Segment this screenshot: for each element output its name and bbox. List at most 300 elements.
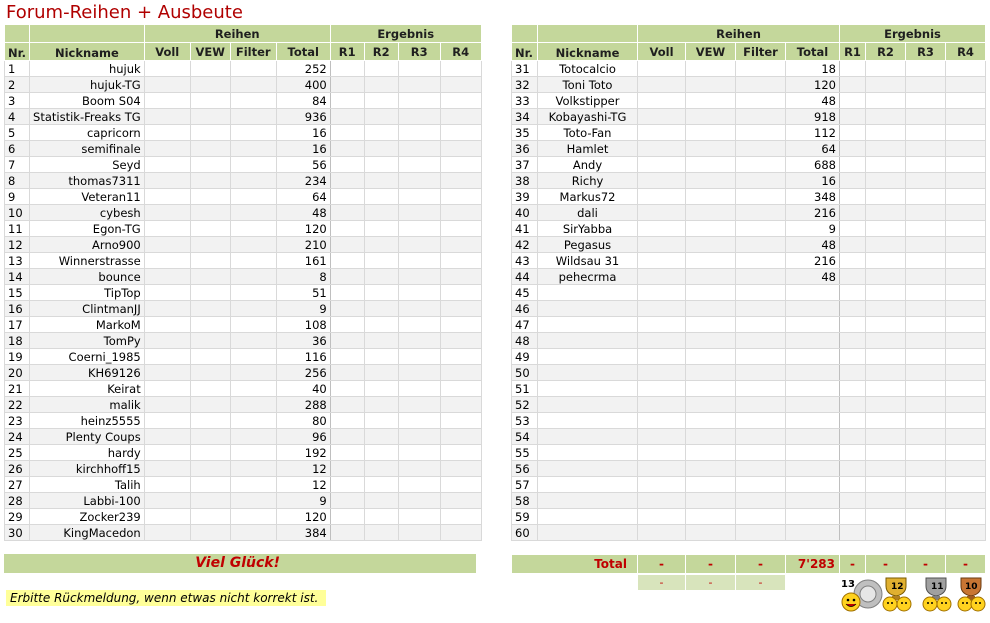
- cell-voll[interactable]: [144, 365, 190, 381]
- cell-filter[interactable]: [736, 429, 786, 445]
- cell-r3[interactable]: [398, 493, 440, 509]
- cell-r4[interactable]: [440, 285, 481, 301]
- cell-vew[interactable]: [686, 525, 736, 541]
- cell-total[interactable]: 688: [786, 157, 840, 173]
- cell-nickname[interactable]: KH69126: [30, 365, 145, 381]
- cell-r3[interactable]: [906, 173, 946, 189]
- cell-filter[interactable]: [230, 445, 276, 461]
- cell-total[interactable]: 216: [786, 205, 840, 221]
- cell-nr[interactable]: 24: [5, 429, 30, 445]
- cell-vew[interactable]: [190, 445, 230, 461]
- cell-r2[interactable]: [866, 93, 906, 109]
- cell-nr[interactable]: 31: [512, 61, 538, 77]
- cell-r4[interactable]: [440, 429, 481, 445]
- cell-vew[interactable]: [686, 141, 736, 157]
- cell-r4[interactable]: [440, 381, 481, 397]
- cell-r1[interactable]: [330, 189, 364, 205]
- cell-nr[interactable]: 21: [5, 381, 30, 397]
- cell-filter[interactable]: [230, 285, 276, 301]
- cell-r2[interactable]: [866, 349, 906, 365]
- cell-nickname[interactable]: capricorn: [30, 125, 145, 141]
- cell-nr[interactable]: 53: [512, 413, 538, 429]
- cell-r4[interactable]: [946, 429, 986, 445]
- cell-nickname[interactable]: Talih: [30, 477, 145, 493]
- cell-r3[interactable]: [398, 109, 440, 125]
- cell-voll[interactable]: [144, 429, 190, 445]
- cell-r3[interactable]: [398, 301, 440, 317]
- cell-r3[interactable]: [906, 381, 946, 397]
- cell-voll[interactable]: [144, 525, 190, 541]
- cell-nr[interactable]: 29: [5, 509, 30, 525]
- cell-r4[interactable]: [946, 141, 986, 157]
- cell-r4[interactable]: [440, 93, 481, 109]
- cell-total[interactable]: 918: [786, 109, 840, 125]
- cell-total[interactable]: 256: [276, 365, 330, 381]
- cell-nr[interactable]: 45: [512, 285, 538, 301]
- cell-voll[interactable]: [638, 429, 686, 445]
- cell-nr[interactable]: 19: [5, 349, 30, 365]
- cell-r1[interactable]: [330, 157, 364, 173]
- cell-r1[interactable]: [330, 125, 364, 141]
- cell-total[interactable]: 120: [276, 509, 330, 525]
- cell-vew[interactable]: [190, 157, 230, 173]
- cell-nr[interactable]: 6: [5, 141, 30, 157]
- cell-r1[interactable]: [330, 205, 364, 221]
- cell-r3[interactable]: [906, 413, 946, 429]
- cell-r3[interactable]: [906, 221, 946, 237]
- cell-vew[interactable]: [686, 125, 736, 141]
- cell-nickname[interactable]: [538, 397, 638, 413]
- cell-vew[interactable]: [190, 525, 230, 541]
- cell-nr[interactable]: 28: [5, 493, 30, 509]
- cell-filter[interactable]: [230, 173, 276, 189]
- cell-r4[interactable]: [946, 509, 986, 525]
- cell-nr[interactable]: 43: [512, 253, 538, 269]
- cell-nr[interactable]: 1: [5, 61, 30, 77]
- cell-nr[interactable]: 38: [512, 173, 538, 189]
- cell-total[interactable]: 48: [786, 237, 840, 253]
- cell-r4[interactable]: [946, 525, 986, 541]
- cell-filter[interactable]: [736, 189, 786, 205]
- cell-vew[interactable]: [190, 349, 230, 365]
- cell-nickname[interactable]: [538, 365, 638, 381]
- cell-nickname[interactable]: KingMacedon: [30, 525, 145, 541]
- cell-r1[interactable]: [840, 285, 866, 301]
- cell-vew[interactable]: [190, 61, 230, 77]
- cell-voll[interactable]: [144, 253, 190, 269]
- cell-filter[interactable]: [736, 253, 786, 269]
- cell-nr[interactable]: 49: [512, 349, 538, 365]
- cell-r2[interactable]: [364, 461, 398, 477]
- cell-r4[interactable]: [440, 125, 481, 141]
- cell-vew[interactable]: [686, 445, 736, 461]
- cell-r2[interactable]: [866, 413, 906, 429]
- cell-vew[interactable]: [190, 509, 230, 525]
- cell-nr[interactable]: 35: [512, 125, 538, 141]
- cell-r4[interactable]: [440, 493, 481, 509]
- cell-r3[interactable]: [906, 61, 946, 77]
- cell-r2[interactable]: [364, 173, 398, 189]
- cell-filter[interactable]: [736, 77, 786, 93]
- cell-voll[interactable]: [144, 237, 190, 253]
- cell-r3[interactable]: [906, 477, 946, 493]
- cell-nickname[interactable]: [538, 413, 638, 429]
- cell-total[interactable]: 48: [786, 93, 840, 109]
- cell-nickname[interactable]: [538, 525, 638, 541]
- cell-r1[interactable]: [330, 301, 364, 317]
- cell-vew[interactable]: [686, 413, 736, 429]
- cell-nr[interactable]: 8: [5, 173, 30, 189]
- cell-nickname[interactable]: [538, 445, 638, 461]
- cell-voll[interactable]: [638, 269, 686, 285]
- cell-nickname[interactable]: [538, 333, 638, 349]
- cell-r3[interactable]: [906, 93, 946, 109]
- cell-total[interactable]: 96: [276, 429, 330, 445]
- cell-r2[interactable]: [364, 349, 398, 365]
- cell-r3[interactable]: [906, 317, 946, 333]
- cell-nr[interactable]: 5: [5, 125, 30, 141]
- cell-vew[interactable]: [686, 77, 736, 93]
- cell-r3[interactable]: [398, 173, 440, 189]
- cell-vew[interactable]: [686, 461, 736, 477]
- cell-filter[interactable]: [230, 77, 276, 93]
- cell-r1[interactable]: [330, 141, 364, 157]
- cell-r1[interactable]: [330, 493, 364, 509]
- cell-total[interactable]: 120: [786, 77, 840, 93]
- cell-total[interactable]: 216: [786, 253, 840, 269]
- cell-r3[interactable]: [398, 477, 440, 493]
- cell-r4[interactable]: [946, 301, 986, 317]
- cell-filter[interactable]: [736, 221, 786, 237]
- cell-r2[interactable]: [866, 397, 906, 413]
- cell-total[interactable]: 234: [276, 173, 330, 189]
- cell-r2[interactable]: [866, 269, 906, 285]
- cell-voll[interactable]: [638, 253, 686, 269]
- cell-voll[interactable]: [638, 173, 686, 189]
- cell-filter[interactable]: [230, 157, 276, 173]
- cell-nr[interactable]: 18: [5, 333, 30, 349]
- cell-voll[interactable]: [144, 141, 190, 157]
- cell-r2[interactable]: [364, 237, 398, 253]
- cell-r4[interactable]: [440, 253, 481, 269]
- cell-r4[interactable]: [440, 525, 481, 541]
- cell-vew[interactable]: [686, 509, 736, 525]
- cell-nickname[interactable]: Winnerstrasse: [30, 253, 145, 269]
- cell-nickname[interactable]: Seyd: [30, 157, 145, 173]
- cell-filter[interactable]: [230, 429, 276, 445]
- cell-r3[interactable]: [398, 525, 440, 541]
- cell-voll[interactable]: [144, 77, 190, 93]
- cell-nr[interactable]: 52: [512, 397, 538, 413]
- cell-vew[interactable]: [686, 173, 736, 189]
- cell-filter[interactable]: [736, 365, 786, 381]
- cell-r2[interactable]: [866, 301, 906, 317]
- cell-vew[interactable]: [190, 173, 230, 189]
- cell-nickname[interactable]: cybesh: [30, 205, 145, 221]
- cell-r3[interactable]: [906, 125, 946, 141]
- cell-total[interactable]: 161: [276, 253, 330, 269]
- cell-r1[interactable]: [840, 413, 866, 429]
- cell-r2[interactable]: [364, 253, 398, 269]
- cell-r3[interactable]: [398, 413, 440, 429]
- cell-r4[interactable]: [946, 221, 986, 237]
- cell-filter[interactable]: [736, 477, 786, 493]
- cell-r3[interactable]: [906, 237, 946, 253]
- cell-r4[interactable]: [946, 333, 986, 349]
- cell-voll[interactable]: [144, 157, 190, 173]
- cell-r2[interactable]: [364, 477, 398, 493]
- cell-filter[interactable]: [736, 301, 786, 317]
- cell-r4[interactable]: [440, 61, 481, 77]
- cell-r4[interactable]: [946, 381, 986, 397]
- cell-nickname[interactable]: Andy: [538, 157, 638, 173]
- cell-r3[interactable]: [398, 157, 440, 173]
- cell-voll[interactable]: [638, 189, 686, 205]
- cell-r3[interactable]: [398, 77, 440, 93]
- cell-nickname[interactable]: Keirat: [30, 381, 145, 397]
- cell-r1[interactable]: [840, 349, 866, 365]
- cell-total[interactable]: 51: [276, 285, 330, 301]
- cell-nickname[interactable]: Pegasus: [538, 237, 638, 253]
- cell-r1[interactable]: [840, 109, 866, 125]
- cell-r4[interactable]: [440, 189, 481, 205]
- cell-nr[interactable]: 58: [512, 493, 538, 509]
- cell-r4[interactable]: [440, 221, 481, 237]
- cell-voll[interactable]: [638, 477, 686, 493]
- cell-filter[interactable]: [736, 445, 786, 461]
- cell-total[interactable]: [786, 317, 840, 333]
- cell-r3[interactable]: [398, 93, 440, 109]
- cell-filter[interactable]: [736, 461, 786, 477]
- cell-nickname[interactable]: Markus72: [538, 189, 638, 205]
- cell-total[interactable]: [786, 397, 840, 413]
- cell-filter[interactable]: [736, 109, 786, 125]
- cell-nr[interactable]: 22: [5, 397, 30, 413]
- cell-voll[interactable]: [144, 445, 190, 461]
- cell-nr[interactable]: 55: [512, 445, 538, 461]
- cell-vew[interactable]: [686, 429, 736, 445]
- cell-total[interactable]: 108: [276, 317, 330, 333]
- cell-r4[interactable]: [440, 477, 481, 493]
- cell-total[interactable]: 16: [786, 173, 840, 189]
- cell-voll[interactable]: [638, 317, 686, 333]
- cell-nickname[interactable]: Toni Toto: [538, 77, 638, 93]
- cell-r3[interactable]: [398, 317, 440, 333]
- cell-vew[interactable]: [686, 493, 736, 509]
- cell-total[interactable]: 348: [786, 189, 840, 205]
- cell-total[interactable]: [786, 477, 840, 493]
- cell-vew[interactable]: [190, 141, 230, 157]
- cell-r4[interactable]: [440, 333, 481, 349]
- cell-voll[interactable]: [144, 173, 190, 189]
- cell-nickname[interactable]: [538, 349, 638, 365]
- cell-filter[interactable]: [230, 141, 276, 157]
- cell-r2[interactable]: [866, 237, 906, 253]
- cell-r4[interactable]: [440, 157, 481, 173]
- cell-voll[interactable]: [638, 109, 686, 125]
- cell-r1[interactable]: [330, 61, 364, 77]
- cell-filter[interactable]: [736, 125, 786, 141]
- cell-nickname[interactable]: [538, 477, 638, 493]
- cell-r1[interactable]: [330, 445, 364, 461]
- cell-r2[interactable]: [364, 301, 398, 317]
- cell-total[interactable]: 9: [786, 221, 840, 237]
- cell-filter[interactable]: [230, 221, 276, 237]
- cell-vew[interactable]: [686, 253, 736, 269]
- cell-filter[interactable]: [230, 189, 276, 205]
- cell-nickname[interactable]: Zocker239: [30, 509, 145, 525]
- cell-vew[interactable]: [686, 333, 736, 349]
- cell-voll[interactable]: [144, 285, 190, 301]
- cell-filter[interactable]: [736, 349, 786, 365]
- cell-vew[interactable]: [190, 77, 230, 93]
- cell-r4[interactable]: [440, 317, 481, 333]
- cell-r4[interactable]: [946, 189, 986, 205]
- cell-filter[interactable]: [230, 333, 276, 349]
- cell-voll[interactable]: [638, 365, 686, 381]
- cell-r2[interactable]: [866, 381, 906, 397]
- cell-filter[interactable]: [230, 381, 276, 397]
- cell-voll[interactable]: [638, 493, 686, 509]
- cell-r1[interactable]: [330, 365, 364, 381]
- cell-r2[interactable]: [364, 157, 398, 173]
- cell-r2[interactable]: [866, 205, 906, 221]
- cell-voll[interactable]: [638, 413, 686, 429]
- cell-vew[interactable]: [190, 397, 230, 413]
- cell-filter[interactable]: [736, 141, 786, 157]
- cell-nickname[interactable]: thomas7311: [30, 173, 145, 189]
- cell-r2[interactable]: [364, 413, 398, 429]
- cell-vew[interactable]: [190, 93, 230, 109]
- cell-r2[interactable]: [866, 477, 906, 493]
- cell-voll[interactable]: [144, 461, 190, 477]
- cell-r3[interactable]: [906, 109, 946, 125]
- cell-total[interactable]: [786, 429, 840, 445]
- cell-nickname[interactable]: [538, 285, 638, 301]
- cell-r4[interactable]: [440, 237, 481, 253]
- cell-r3[interactable]: [906, 333, 946, 349]
- cell-nickname[interactable]: Veteran11: [30, 189, 145, 205]
- cell-r2[interactable]: [364, 317, 398, 333]
- cell-r1[interactable]: [840, 493, 866, 509]
- cell-filter[interactable]: [736, 61, 786, 77]
- cell-nr[interactable]: 34: [512, 109, 538, 125]
- cell-r1[interactable]: [840, 77, 866, 93]
- cell-r1[interactable]: [330, 317, 364, 333]
- cell-total[interactable]: [786, 413, 840, 429]
- cell-r3[interactable]: [906, 445, 946, 461]
- cell-vew[interactable]: [686, 301, 736, 317]
- cell-nickname[interactable]: bounce: [30, 269, 145, 285]
- cell-r1[interactable]: [840, 445, 866, 461]
- cell-r3[interactable]: [906, 253, 946, 269]
- cell-r4[interactable]: [946, 157, 986, 173]
- cell-total[interactable]: [786, 285, 840, 301]
- cell-vew[interactable]: [686, 109, 736, 125]
- cell-vew[interactable]: [190, 221, 230, 237]
- cell-nr[interactable]: 25: [5, 445, 30, 461]
- cell-filter[interactable]: [736, 237, 786, 253]
- cell-total[interactable]: 16: [276, 125, 330, 141]
- cell-total[interactable]: 192: [276, 445, 330, 461]
- cell-nr[interactable]: 14: [5, 269, 30, 285]
- cell-r2[interactable]: [364, 221, 398, 237]
- cell-nickname[interactable]: Totocalcio: [538, 61, 638, 77]
- cell-r2[interactable]: [866, 157, 906, 173]
- cell-r2[interactable]: [866, 61, 906, 77]
- cell-vew[interactable]: [686, 205, 736, 221]
- cell-voll[interactable]: [144, 93, 190, 109]
- cell-voll[interactable]: [638, 509, 686, 525]
- cell-nickname[interactable]: SirYabba: [538, 221, 638, 237]
- cell-r1[interactable]: [840, 205, 866, 221]
- cell-filter[interactable]: [736, 509, 786, 525]
- cell-r4[interactable]: [440, 413, 481, 429]
- cell-nr[interactable]: 40: [512, 205, 538, 221]
- cell-total[interactable]: 80: [276, 413, 330, 429]
- cell-nr[interactable]: 23: [5, 413, 30, 429]
- cell-total[interactable]: [786, 349, 840, 365]
- cell-r3[interactable]: [906, 525, 946, 541]
- cell-nr[interactable]: 32: [512, 77, 538, 93]
- cell-r2[interactable]: [364, 205, 398, 221]
- cell-nickname[interactable]: kirchhoff15: [30, 461, 145, 477]
- cell-r4[interactable]: [440, 509, 481, 525]
- cell-vew[interactable]: [190, 301, 230, 317]
- cell-voll[interactable]: [638, 333, 686, 349]
- cell-r1[interactable]: [840, 269, 866, 285]
- cell-r1[interactable]: [330, 349, 364, 365]
- cell-r2[interactable]: [364, 493, 398, 509]
- cell-nickname[interactable]: TipTop: [30, 285, 145, 301]
- cell-r2[interactable]: [364, 109, 398, 125]
- cell-r4[interactable]: [946, 205, 986, 221]
- cell-r4[interactable]: [946, 125, 986, 141]
- cell-r1[interactable]: [840, 93, 866, 109]
- cell-voll[interactable]: [144, 125, 190, 141]
- cell-total[interactable]: 64: [276, 189, 330, 205]
- cell-r2[interactable]: [866, 365, 906, 381]
- cell-r2[interactable]: [364, 365, 398, 381]
- cell-r4[interactable]: [440, 173, 481, 189]
- cell-nr[interactable]: 4: [5, 109, 30, 125]
- cell-vew[interactable]: [686, 477, 736, 493]
- cell-vew[interactable]: [686, 157, 736, 173]
- cell-r1[interactable]: [330, 285, 364, 301]
- cell-r3[interactable]: [906, 301, 946, 317]
- cell-nr[interactable]: 51: [512, 381, 538, 397]
- cell-r1[interactable]: [840, 189, 866, 205]
- cell-filter[interactable]: [736, 285, 786, 301]
- cell-r4[interactable]: [946, 285, 986, 301]
- cell-r3[interactable]: [906, 141, 946, 157]
- cell-filter[interactable]: [736, 173, 786, 189]
- cell-r2[interactable]: [866, 109, 906, 125]
- cell-total[interactable]: 120: [276, 221, 330, 237]
- cell-r1[interactable]: [840, 173, 866, 189]
- cell-r4[interactable]: [946, 365, 986, 381]
- cell-nr[interactable]: 57: [512, 477, 538, 493]
- cell-vew[interactable]: [190, 477, 230, 493]
- cell-r4[interactable]: [946, 253, 986, 269]
- cell-nr[interactable]: 13: [5, 253, 30, 269]
- cell-r2[interactable]: [866, 445, 906, 461]
- cell-filter[interactable]: [736, 333, 786, 349]
- cell-total[interactable]: 12: [276, 477, 330, 493]
- cell-nickname[interactable]: hujuk-TG: [30, 77, 145, 93]
- cell-voll[interactable]: [144, 509, 190, 525]
- cell-r4[interactable]: [946, 61, 986, 77]
